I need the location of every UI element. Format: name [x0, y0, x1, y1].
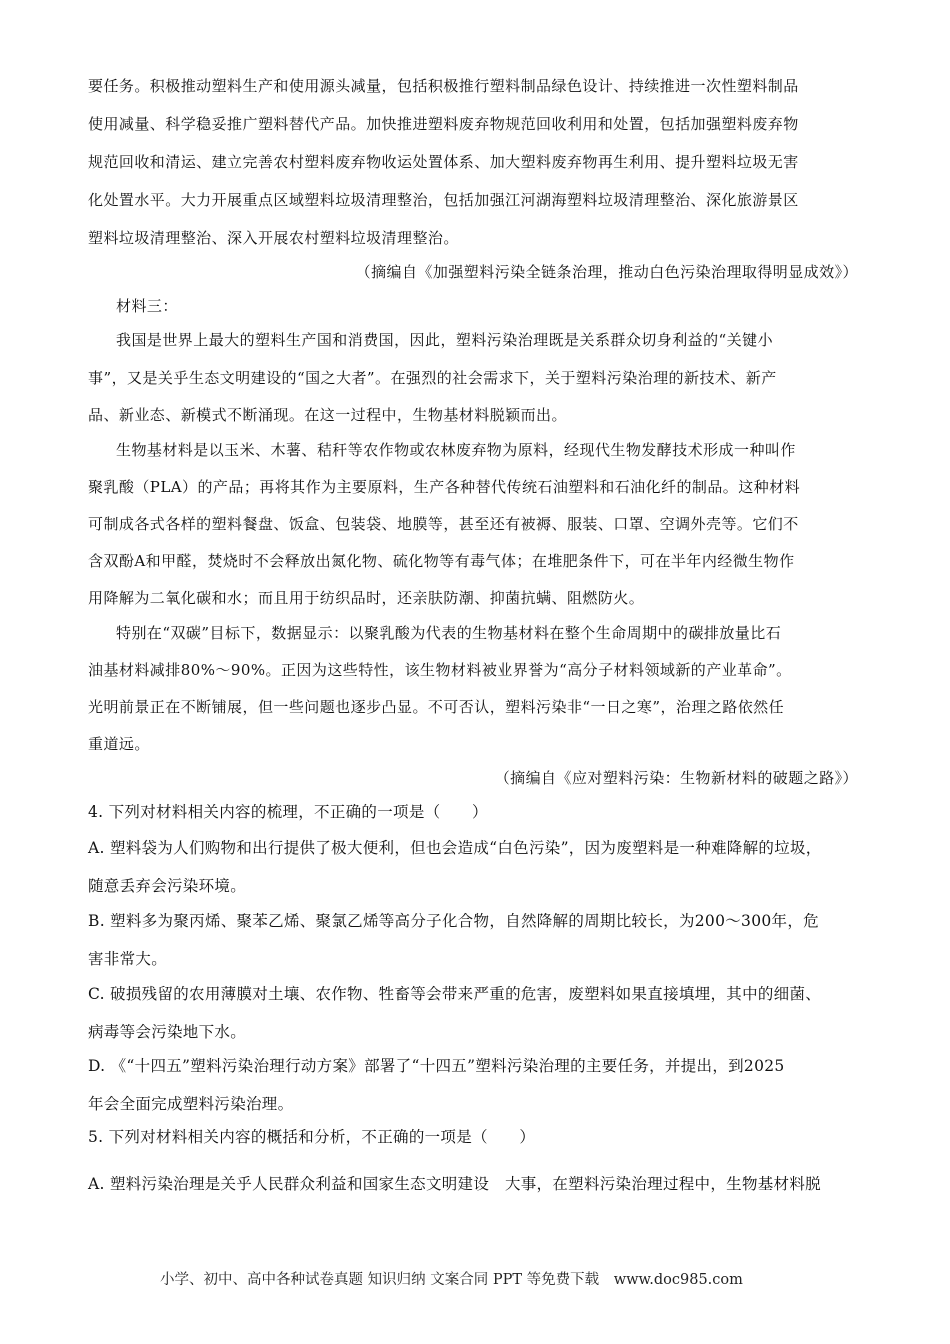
paragraph-line: 用降解为二氧化碳和水；而且用于纺织品时，还亲肤防潮、抑菌抗螨、阻燃防火。 [88, 589, 645, 607]
option-a-line: A. 塑料袋为人们购物和出行提供了极大便利，但也会造成“白色污染”，因为废塑料是一种难降解的垃圾， [88, 839, 822, 857]
page-footer [160, 1268, 753, 1289]
question-stem: 5. 下列对材料相关内容的概括和分析，不正确的一项是（ ） [88, 1128, 536, 1146]
paragraph-line: 品、新业态、新模式不断涌现。在这一过程中，生物基材料脱颖而出。 [88, 406, 567, 424]
option-b-line: B. 塑料多为聚丙烯、聚苯乙烯、聚氯乙烯等高分子化合物，自然降解的周期比较长，为200～300年，危 [88, 912, 819, 930]
paragraph-line: 聚乳酸（PLA）的产品；再将其作为主要原料，生产各种替代传统石油塑料和石油化纤的制品。这种材料 [88, 478, 801, 496]
footer-text: 小学、初中、高中各种试卷真题 知识归纳 文案合同 PPT 等免费下载 [160, 1272, 600, 1288]
option-c-line: C. 破损残留的农用薄膜对土壤、农作物、牲畜等会带来严重的危害，废塑料如果直接填埋，其中的细菌、 [88, 985, 822, 1003]
option-a-line: 随意丢弃会污染环境。 [88, 877, 247, 895]
source-citation: （摘编自《加强塑料污染全链条治理，推动白色污染治理取得明显成效》） [355, 263, 858, 281]
paragraph-line: 我国是世界上最大的塑料生产国和消费国，因此，塑料污染治理既是关系群众切身利益的“关键小 [116, 331, 774, 349]
paragraph-line: 可制成各式各样的塑料餐盘、饭盒、包装袋、地膜等，甚至还有被褥、服装、口罩、空调外壳等。它们不 [88, 515, 799, 533]
question-stem: 4. 下列对材料相关内容的梳理，不正确的一项是（ ） [88, 803, 488, 821]
paragraph-line: 使用减量、科学稳妥推广塑料替代产品。加快推进塑料废弃物规范回收利用和处置，包括加强塑料废弃物 [88, 115, 799, 133]
paragraph-line: 重道远。 [88, 735, 150, 753]
option-b-line: 害非常大。 [88, 950, 168, 968]
paragraph-line: 事”，又是关乎生态文明建设的“国之大者”。在强烈的社会需求下，关于塑料污染治理的新技术、新产 [88, 369, 777, 387]
paragraph-line: 化处置水平。大力开展重点区域塑料垃圾清理整治，包括加强江河湖海塑料垃圾清理整治、深化旅游景区 [88, 191, 799, 209]
paragraph-line: 油基材料减排80%～90%。正因为这些特性，该生物材料被业界誉为“高分子材料领域新的产业革命”。 [88, 661, 792, 679]
paragraph-line: 规范回收和清运、建立完善农村塑料废弃物收运处置体系、加大塑料废弃物再生利用、提升塑料垃圾无害 [88, 153, 799, 171]
paragraph-line: 特别在“双碳”目标下，数据显示：以聚乳酸为代表的生物基材料在整个生命周期中的碳排放量比石 [116, 624, 782, 642]
option-d-line: D. 《“十四五”塑料污染治理行动方案》部署了“十四五”塑料污染治理的主要任务，并提出，到2025 [88, 1057, 785, 1075]
footer-link[interactable]: www.doc985.com [613, 1272, 743, 1288]
option-c-line: 病毒等会污染地下水。 [88, 1023, 247, 1041]
section-heading: 材料三： [116, 297, 178, 315]
option-a-line: A. 塑料污染治理是关乎人民群众利益和国家生态文明建设 大事，在塑料污染治理过程中，生物基材料脱 [88, 1175, 821, 1193]
paragraph-line: 要任务。积极推动塑料生产和使用源头减量，包括积极推行塑料制品绿色设计、持续推进一次性塑料制品 [88, 77, 799, 95]
paragraph-line: 生物基材料是以玉米、木薯、秸秆等农作物或农林废弃物为原料，经现代生物发酵技术形成一种叫作 [116, 441, 796, 459]
paragraph-line: 光明前景正在不断铺展，但一些问题也逐步凸显。不可否认，塑料污染非“一日之寒”，治理之路依然任 [88, 698, 785, 716]
source-citation: （摘编自《应对塑料污染：生物新材料的破题之路》） [494, 769, 858, 787]
paragraph-line: 塑料垃圾清理整治、深入开展农村塑料垃圾清理整治。 [88, 229, 459, 247]
paragraph-line: 含双酚A和甲醛，焚烧时不会释放出氮化物、硫化物等有毒气体；在堆肥条件下，可在半年内经微生物作 [88, 552, 795, 570]
option-d-line: 年会全面完成塑料污染治理。 [88, 1095, 294, 1113]
